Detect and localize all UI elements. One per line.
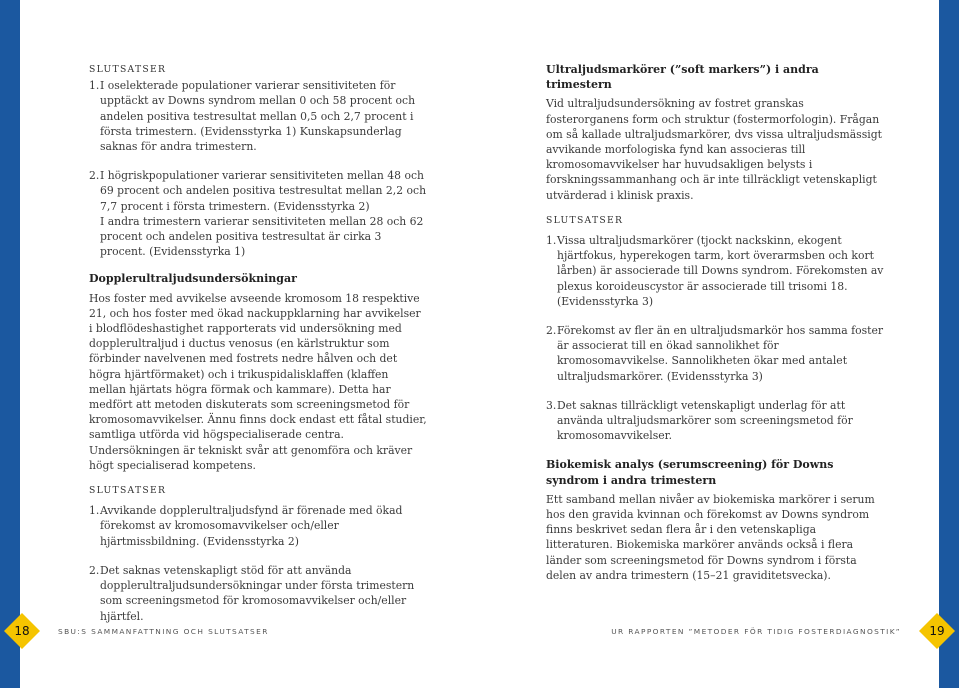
footer-left-text: SBU:S SAMMANFATTNING OCH SLUTSATSER: [58, 627, 269, 636]
conclusion-item-1: [89, 78, 427, 154]
item-number: 2.: [89, 563, 100, 577]
conclusions-label: SLUTSATSER: [546, 214, 624, 226]
item-number: 1.: [546, 234, 557, 248]
soft-markers-body-text: Vid ultraljudsundersökning av fostret granskas fosterorganens form och struktur (fostermorfologin). Frågan om så kallade ultraljudsmarkörer, dvs vissa ultraljudsmässigt avvikande morfologiska fynd kan associeras till kromosomavvikelser har huvudsakligen belysts i forskningssammanhang och är inte tillräckligt vetenskapligt utvärderad i klinisk praxis.: [546, 97, 882, 202]
section-heading-biochemical: Biokemisk analys (serumscreening) för Downs syndrom i andra trimestern: [546, 458, 834, 487]
item-number: 1.: [89, 79, 100, 93]
footer-right-text: UR RAPPORTEN ”METODER FÖR TIDIG FOSTERDIAGNOSTIK”: [611, 627, 901, 636]
item-number: 3.: [546, 398, 557, 412]
item-text: Det saknas vetenskapligt stöd för att använda dopplerultraljudsundersökningar under första trimestern som screeningsmetod för kromosomavvikelser och/eller hjärtfel.: [100, 563, 415, 623]
item-text: Förekomst av fler än en ultraljudsmarkör hos samma foster är associerat till en ökad sannolikhet för kromosomavvikelse. Sannolikheten ökar med antalet ultraljudsmarkörer. (Evidensstyrka 3): [557, 324, 883, 383]
item-number: 1.: [89, 504, 100, 518]
page-number-right: 19: [929, 624, 945, 638]
doppler-body-text: Hos foster med avvikelse avseende kromosom 18 respektive 21, och hos foster med ökad nackuppklarning har avvikelser i blodflödeshastighet rapporterats vid undersökning med dopplerultraljud i ductus venosus (en kärlstruktur som förbinder navelvenen med fostrets nedre hålven och det högra hjärtförmaket) och i trikuspidalisklaffen (klaffen mellan hjärtats högra förmak och kammare). Detta har medfört att metoden diskuterats som screeningsmetod för kromosomavvikelser. Ännu finns dock endast ett fåtal studier, samtliga utförda vid högspecialiserade centra. Undersökningen är tekniskt svår att genomföra och kräver högt specialiserad kompetens.: [89, 291, 427, 472]
marker-conclusion-2: [546, 323, 886, 384]
page-number-badge-right: [918, 612, 956, 650]
left-page-edge-bar: [0, 0, 20, 688]
page-number-badge-left: [3, 612, 41, 650]
item-text-continued: I andra trimestern varierar sensitiviteten mellan 28 och 62 procent och andelen positiva testresultat är cirka 3 procent. (Evidensstyrka 1): [100, 214, 424, 259]
marker-conclusion-3: [546, 398, 886, 444]
doppler-conclusion-1: [89, 503, 427, 549]
doppler-conclusion-2: [89, 563, 427, 624]
section-heading-soft-markers: Ultraljudsmarkörer (”soft markers”) i andra trimestern: [546, 63, 819, 92]
item-text: Det saknas tillräckligt vetenskapligt underlag för att använda ultraljudsmarkörer som screeningsmetod för kromosomavvikelser.: [557, 398, 853, 443]
conclusions-label: SLUTSATSER: [89, 64, 167, 75]
item-text: I högriskpopulationer varierar sensitiviteten mellan 48 och 69 procent och andelen positiva testresultat mellan 2,2 och 7,7 procent i första trimestern. (Evidensstyrka 2): [100, 169, 427, 213]
conclusion-item-2: [89, 168, 427, 259]
biochemical-body-text: Ett samband mellan nivåer av biokemiska markörer i serum hos den gravida kvinnan och förekomst av Downs syndrom finns beskrivet sedan flera år i den vetenskapliga litteraturen. Biokemiska markörer används också i flera länder som screeningsmetod för Downs syndrom i första delen av andra trimestern (15–21 graviditetsvecka).: [546, 492, 875, 582]
item-text: Vissa ultraljudsmarkörer (tjockt nackskinn, ekogent hjärtfokus, hyperekogen tarm, kort överarmsben och kort lårben) är associerade till Downs syndrom. Förekomsten av plexus koroideuscystor är associerade till trisomi 18. (Evidensstyrka 3): [557, 234, 884, 308]
item-number: 2.: [546, 324, 557, 338]
conclusions-label: SLUTSATSER: [89, 485, 167, 497]
item-number: 2.: [89, 169, 100, 183]
section-heading-doppler: Dopplerultraljudsundersökningar: [89, 272, 297, 286]
item-text: I oselekterade populationer varierar sensitiviteten för upptäckt av Downs syndrom mellan 0 och 58 procent och andelen positiva testresultat mellan 0,5 och 2,7 procent i första trimestern. (Evidensstyrka 1) Kunskapsunderlag saknas för andra trimestern.: [100, 79, 416, 154]
right-page-edge-bar: [939, 0, 959, 688]
left-column: [89, 62, 427, 624]
item-text: Avvikande dopplerultraljudsfynd är förenade med ökad förekomst av kromosomavvikelser och/eller hjärtmissbildning. (Evidensstyrka 2): [100, 504, 403, 548]
right-column: [546, 62, 886, 583]
marker-conclusion-1: [546, 233, 886, 309]
page-number-left: 18: [14, 624, 30, 638]
